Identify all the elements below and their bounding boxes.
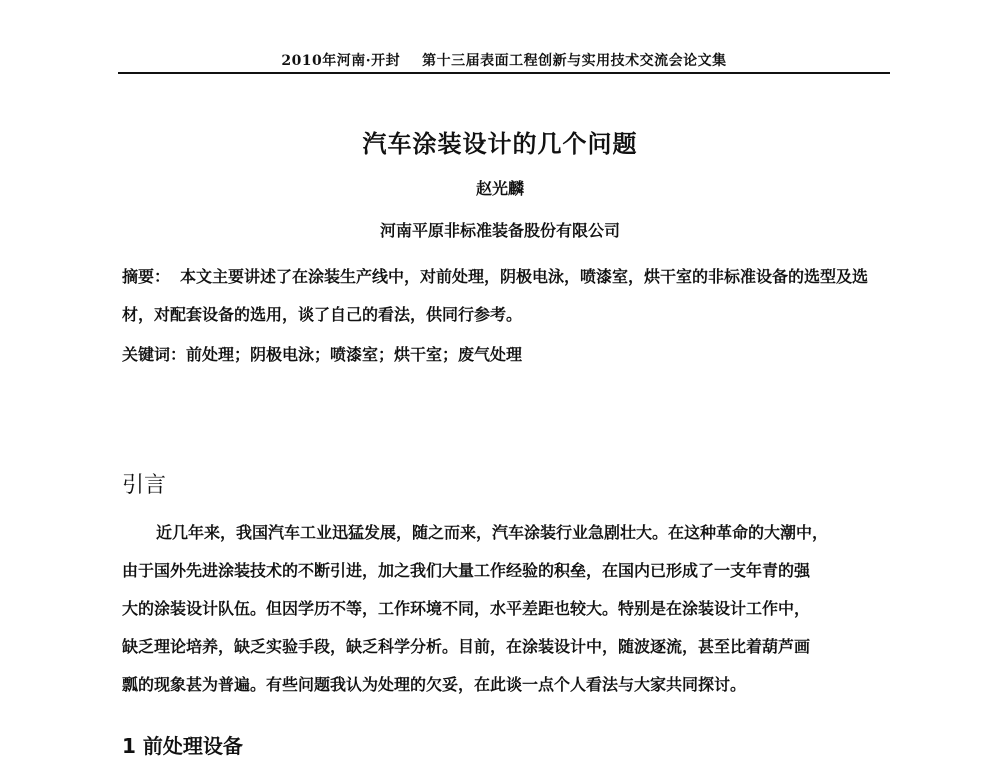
header-rule [118, 72, 890, 74]
paragraph-line: 由于国外先进涂装技术的不断引进，加之我们大量工作经验的积垒，在国内已形成了一支年青的强 [122, 561, 811, 580]
keywords [122, 336, 890, 374]
paragraph-line: 近几年来，我国汽车工业迅猛发展，随之而来，汽车涂装行业急剧壮大。在这种革命的大潮中， [156, 523, 829, 542]
proceedings-title: 第十三届表面工程创新与实用技术交流会论文集 [422, 53, 727, 69]
paper-title: 汽车涂装设计的几个问题 [362, 129, 638, 158]
paragraph-line: 大的涂装设计队伍。但因学历不等，工作环境不同，水平差距也较大。特别是在涂装设计工作中， [122, 599, 811, 618]
section-1-heading: 1 前处理设备 [122, 734, 243, 758]
abstract-label: 摘要： [122, 267, 171, 286]
author-name: 赵光麟 [475, 179, 524, 198]
running-header [118, 50, 890, 70]
introduction-heading: 引言 [122, 473, 167, 498]
introduction-body [122, 514, 890, 704]
abstract-text: 本文主要讲述了在涂装生产线中，对前处理，阴极电泳，喷漆室，烘干室的非标准设备的选型及选材，对配套设备的选用，谈了自己的看法，供同行参考。 [122, 267, 869, 324]
paragraph-line: 缺乏理论培养，缺乏实验手段，缺乏科学分析。目前，在涂装设计中，随波逐流，甚至比着葫芦画 [122, 637, 811, 656]
keywords-label: 关键词： [122, 345, 187, 364]
author-affiliation: 河南平原非标准装备股份有限公司 [379, 221, 620, 240]
keywords-text: 前处理；阴极电泳；喷漆室；烘干室；废气处理 [186, 345, 523, 364]
paragraph-line: 瓢的现象甚为普遍。有些问题我认为处理的欠妥，在此谈一点个人看法与大家共同探讨。 [122, 675, 747, 694]
abstract [122, 258, 890, 334]
conference-location: 2010年河南·开封 [281, 53, 401, 69]
